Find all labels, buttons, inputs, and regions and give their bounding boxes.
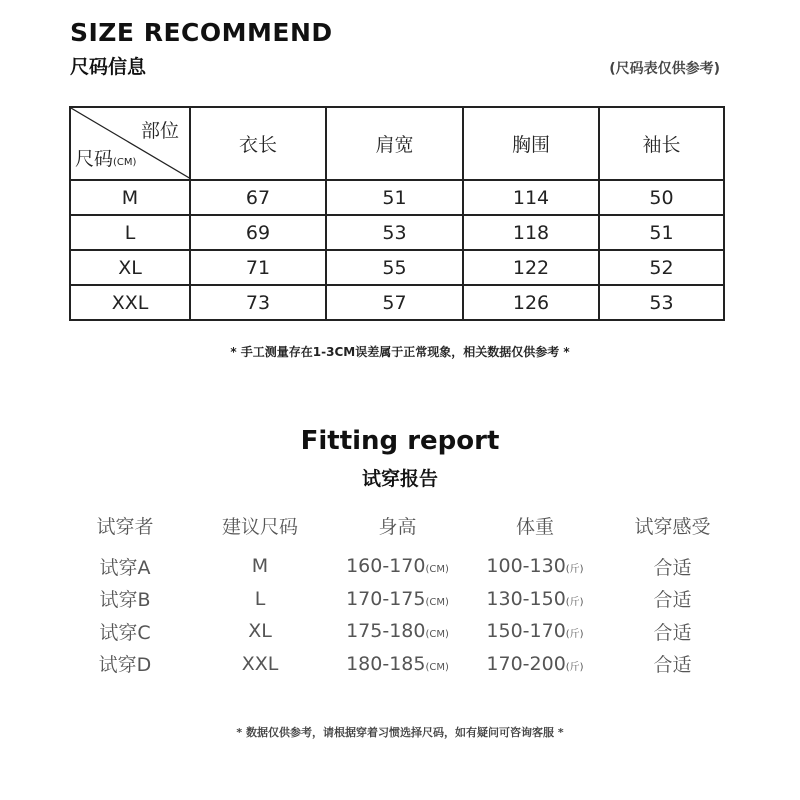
size-cell: XXL <box>70 285 190 320</box>
reference-note: (尺码表仅供参考) <box>609 61 720 77</box>
size-table <box>69 106 725 321</box>
suggested-size: XXL <box>241 652 279 675</box>
corner-label-size <box>75 144 136 171</box>
column-header: 身高 <box>378 515 417 538</box>
tester-name: 试穿C <box>99 621 151 644</box>
size-table-header-row <box>70 107 724 180</box>
weight-unit: (斤) <box>565 661 584 673</box>
fit-feel: 合适 <box>653 621 692 644</box>
height-cell <box>330 550 465 583</box>
tester-name: 试穿D <box>98 654 152 677</box>
weight-cell <box>465 615 605 648</box>
size-info-title: 尺码信息 <box>70 56 147 78</box>
value-cell: 51 <box>599 215 724 250</box>
weight-cell <box>465 583 605 616</box>
height-value: 175-180 <box>346 620 426 643</box>
height-cell <box>330 648 465 681</box>
value-cell: 67 <box>190 180 326 215</box>
value-cell: 126 <box>463 285 599 320</box>
table-row <box>60 583 740 616</box>
weight-cell <box>465 648 605 681</box>
corner-cell <box>70 107 190 180</box>
fitting-header-row <box>60 500 740 550</box>
fit-feel: 合适 <box>653 556 692 579</box>
weight-value: 170-200 <box>486 652 566 675</box>
height-unit: (CM) <box>425 629 449 641</box>
size-cell: L <box>70 215 190 250</box>
weight-value: 130-150 <box>486 587 566 610</box>
value-cell: 53 <box>326 215 463 250</box>
column-header: 试穿感受 <box>634 515 711 538</box>
fitting-report-title-cn: 试穿报告 <box>361 468 438 490</box>
suggested-size: M <box>251 555 269 578</box>
column-header: 体重 <box>515 515 554 538</box>
size-recommend-title: SIZE RECOMMEND <box>70 18 333 47</box>
tester-name: 试穿A <box>99 556 151 579</box>
height-unit: (CM) <box>425 564 449 576</box>
value-cell: 118 <box>463 215 599 250</box>
fit-feel: 合适 <box>653 589 692 612</box>
column-header: 衣长 <box>190 107 326 180</box>
weight-value: 150-170 <box>486 620 566 643</box>
table-row <box>60 615 740 648</box>
measurement-note: * 手工测量存在1-3CM误差属于正常现象，相关数据仅供参考 * <box>230 345 570 359</box>
height-cell <box>330 583 465 616</box>
corner-size-text: 尺码 <box>75 148 114 170</box>
weight-unit: (斤) <box>565 564 584 576</box>
value-cell: 52 <box>599 250 724 285</box>
tester-name: 试穿B <box>99 589 151 612</box>
corner-label-part: 部位 <box>140 120 179 142</box>
height-value: 160-170 <box>346 555 426 578</box>
footer-note: * 数据仅供参考，请根据穿着习惯选择尺码，如有疑问可咨询客服 * <box>236 726 564 739</box>
value-cell: 50 <box>599 180 724 215</box>
size-cell: M <box>70 180 190 215</box>
column-header: 试穿者 <box>96 515 154 538</box>
value-cell: 122 <box>463 250 599 285</box>
corner-unit: (CM) <box>113 157 137 168</box>
table-row <box>70 180 724 215</box>
value-cell: 71 <box>190 250 326 285</box>
value-cell: 73 <box>190 285 326 320</box>
table-row <box>70 215 724 250</box>
fitting-table <box>60 500 740 680</box>
value-cell: 114 <box>463 180 599 215</box>
table-row <box>70 285 724 320</box>
height-value: 180-185 <box>346 652 426 675</box>
suggested-size: XL <box>248 620 272 643</box>
table-row <box>60 648 740 681</box>
table-row <box>60 550 740 583</box>
size-cell: XL <box>70 250 190 285</box>
value-cell: 53 <box>599 285 724 320</box>
weight-unit: (斤) <box>565 596 584 608</box>
height-value: 170-175 <box>346 587 426 610</box>
value-cell: 51 <box>326 180 463 215</box>
value-cell: 55 <box>326 250 463 285</box>
column-header: 胸围 <box>463 107 599 180</box>
column-header: 肩宽 <box>326 107 463 180</box>
height-cell <box>330 615 465 648</box>
fit-feel: 合适 <box>653 654 692 677</box>
fitting-report-title: Fitting report <box>300 426 500 456</box>
column-header: 袖长 <box>599 107 724 180</box>
suggested-size: L <box>254 587 266 610</box>
weight-unit: (斤) <box>565 629 584 641</box>
weight-cell <box>465 550 605 583</box>
height-unit: (CM) <box>425 596 449 608</box>
table-row <box>70 250 724 285</box>
value-cell: 69 <box>190 215 326 250</box>
weight-value: 100-130 <box>486 555 566 578</box>
column-header: 建议尺码 <box>221 515 298 538</box>
height-unit: (CM) <box>425 661 449 673</box>
value-cell: 57 <box>326 285 463 320</box>
